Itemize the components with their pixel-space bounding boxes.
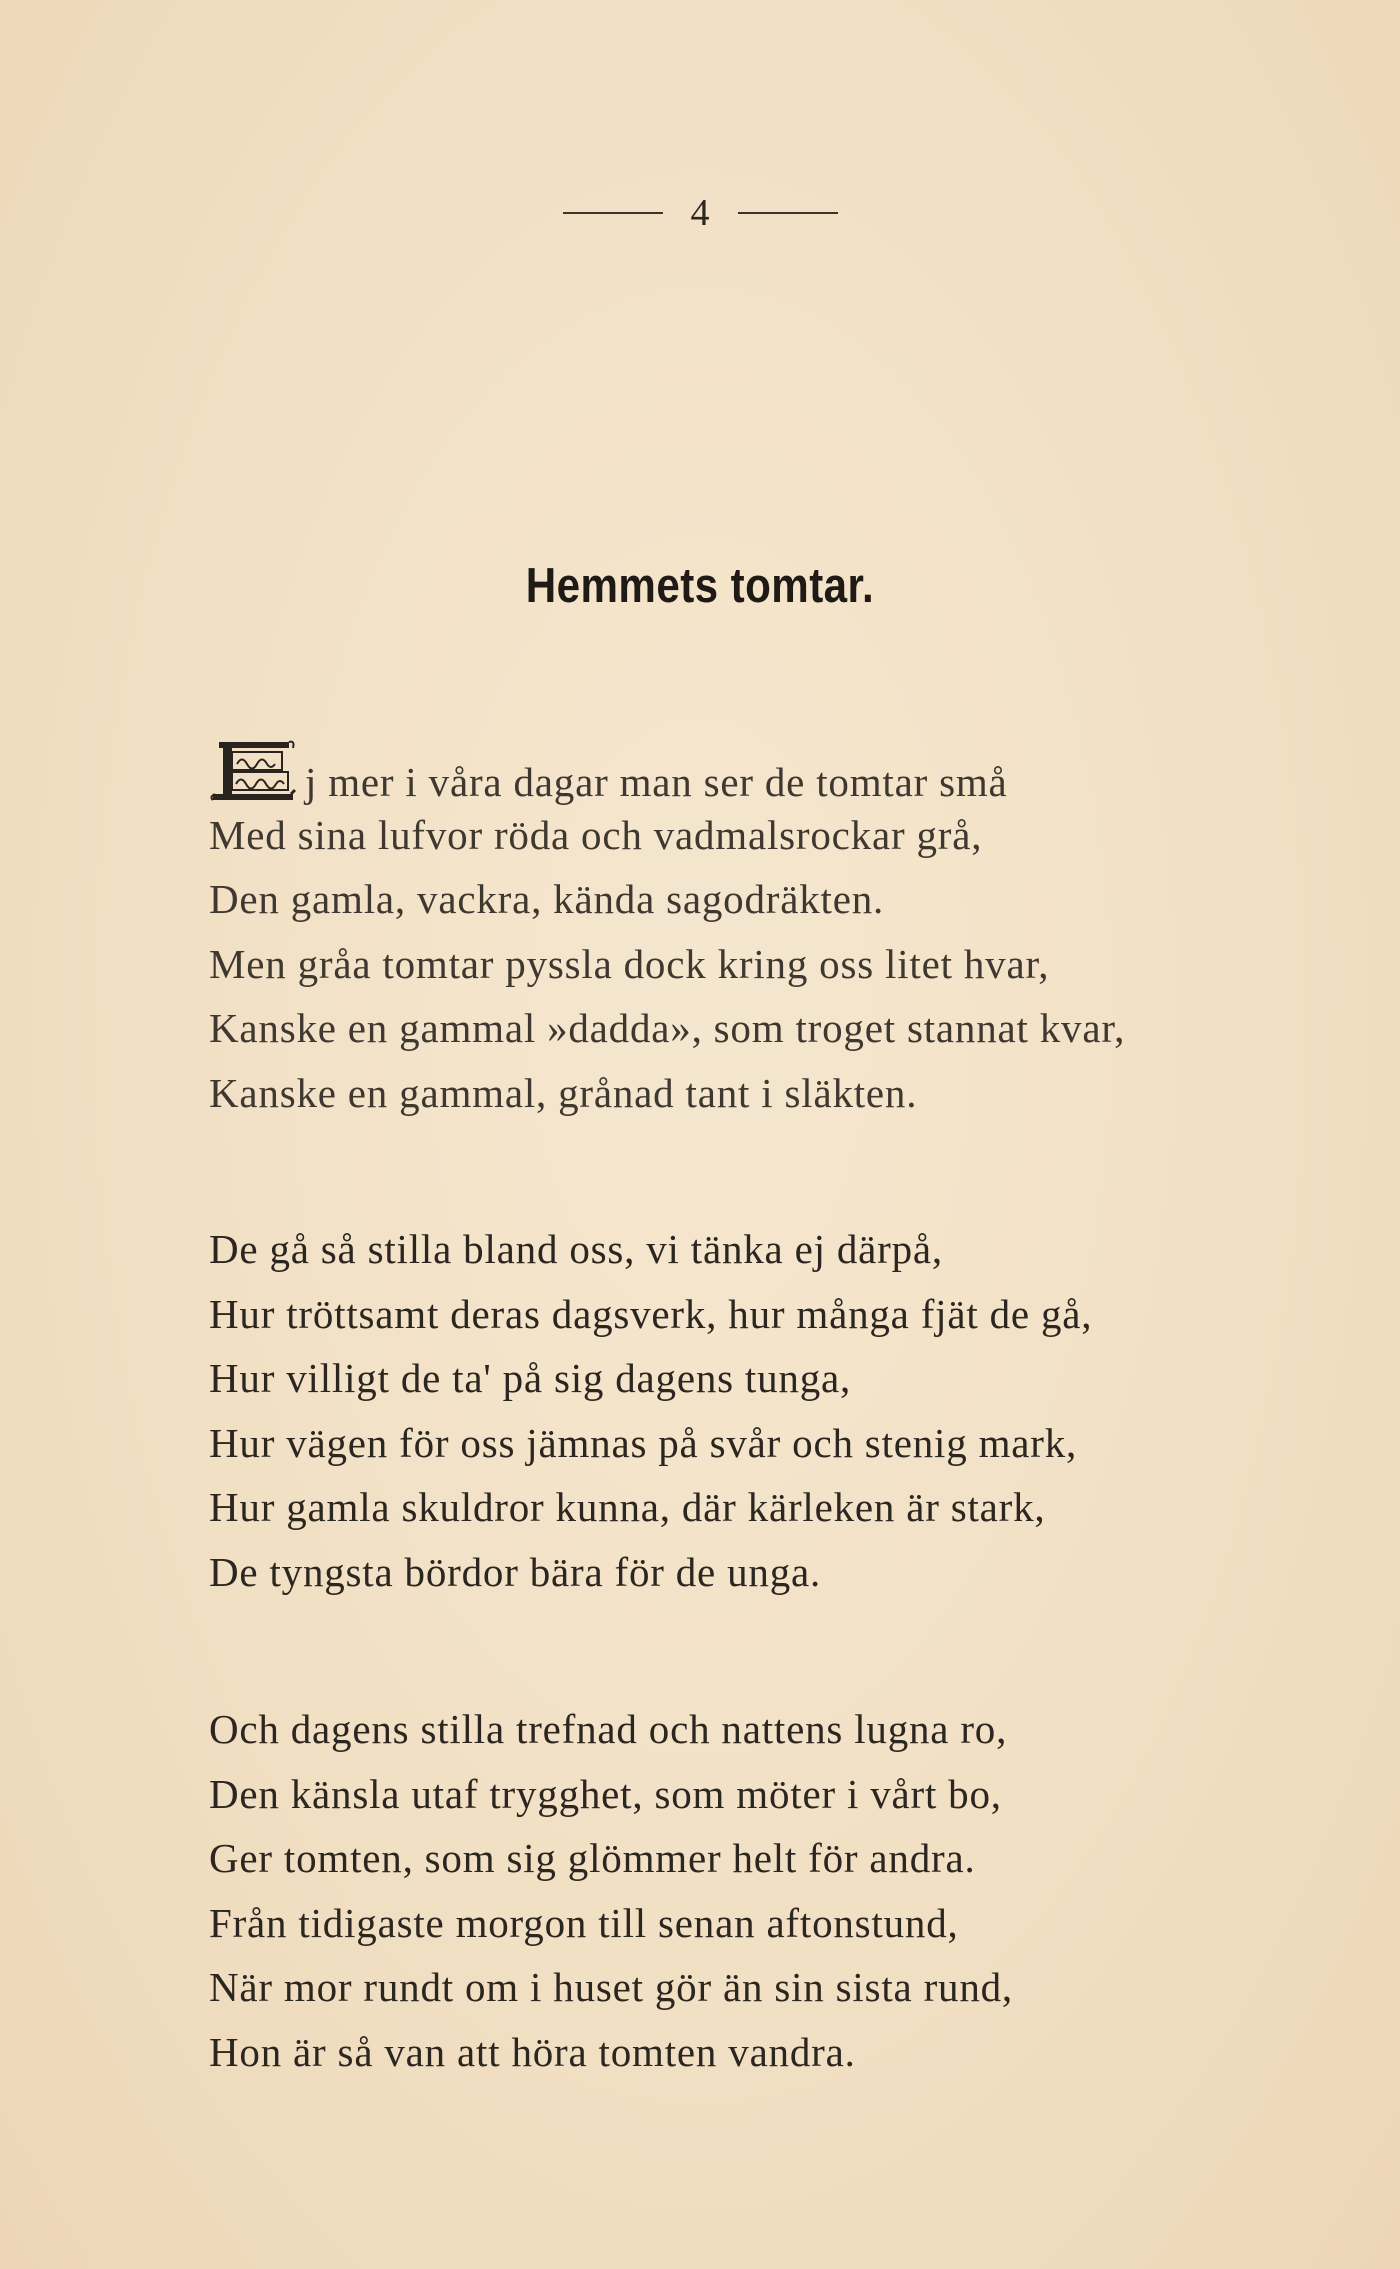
poem-line: Och dagens stilla trefnad och nattens lugna ro, <box>209 1706 1008 1752</box>
poem-line: När mor rundt om i huset gör än sin sista rund, <box>209 1964 1013 2010</box>
poem-line: Hon är så van att höra tomten vandra. <box>209 2028 856 2075</box>
poem-line <box>209 738 1349 803</box>
page-number: 4 <box>690 192 710 234</box>
right-rule <box>738 212 838 214</box>
poem-line-text: j mer i våra dagar man ser de tomtar små <box>305 759 1008 805</box>
poem-line: Hur tröttsamt deras dagsverk, hur många fjät de gå, <box>209 1290 1093 1337</box>
poem-line: Kanske en gammal, grånad tant i släkten. <box>209 1069 918 1116</box>
poem-line: Hur vägen för oss jämnas på svår och stenig mark, <box>209 1419 1078 1466</box>
poem-line: De gå så stilla bland oss, vi tänka ej därpå, <box>209 1226 943 1272</box>
poem-line: Med sina lufvor röda och vadmalsrockar grå, <box>209 811 983 858</box>
poem-line: Kanske en gammal »dadda», som troget stannat kvar, <box>209 1005 1126 1051</box>
stanza-3 <box>209 1697 1349 2084</box>
poem-line: Från tidigaste morgon till senan aftonstund, <box>209 1899 959 1946</box>
poem-title: Hemmets tomtar. <box>525 559 875 613</box>
poem-line: Men gråa tomtar pyssla dock kring oss litet hvar, <box>209 940 1050 987</box>
stanza-1 <box>209 738 1349 1125</box>
poem-line: Hur gamla skuldror kunna, där kärleken är stark, <box>209 1484 1046 1530</box>
poem-line: Den gamla, vackra, kända sagodräkten. <box>209 876 885 922</box>
left-rule <box>563 212 663 214</box>
page-header <box>0 183 1400 243</box>
poem-line: De tyngsta bördor bära för de unga. <box>209 1548 822 1595</box>
poem-line: Hur villigt de ta' på sig dagens tunga, <box>209 1355 852 1401</box>
poem-line: Ger tomten, som sig glömmer helt för andra. <box>209 1835 976 1881</box>
ornamental-dropcap-e <box>205 738 301 802</box>
poem-line: Den känsla utaf trygghet, som möter i vårt bo, <box>209 1770 1002 1817</box>
stanza-2 <box>209 1217 1349 1604</box>
